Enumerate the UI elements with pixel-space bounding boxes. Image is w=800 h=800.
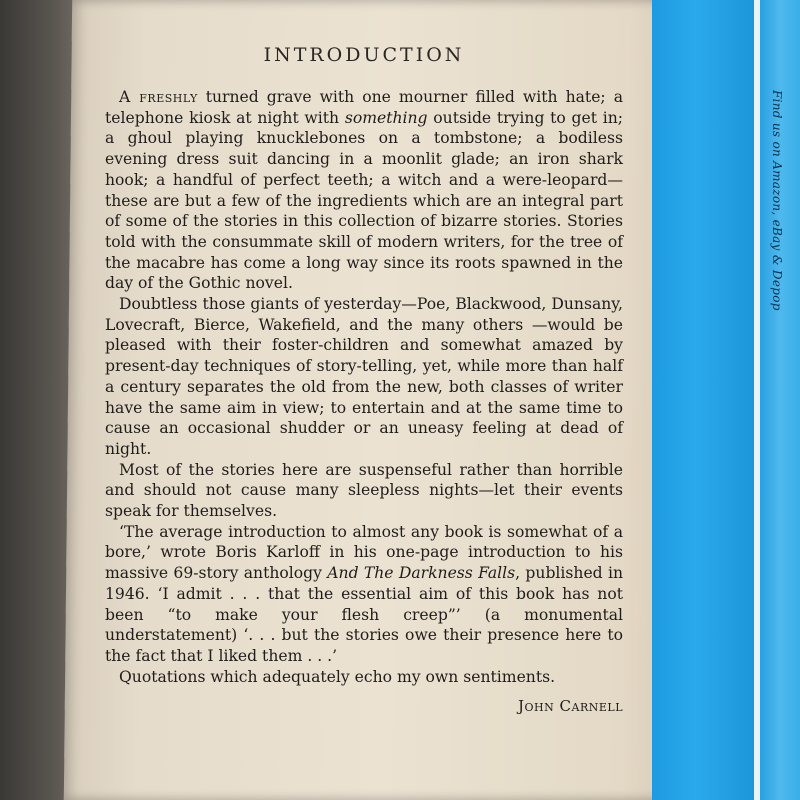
author-signature: John Carnell [518,697,623,716]
paragraph-2: Doubtless those giants of yesterday—Poe, Blackwood, Dunsany, Lovecraft, Bierce, Wakefield, and the many others —would be pleased with their foster-children and somewhat amazed by present-day techniques of story-telling, yet, while more than half a century separates the old from the new, both classes of writer have the same aim in view; to entertain and at the same time to cause an occasional shudder or an uneasy feeling at dead of night. [105,295,623,458]
paragraph-1-lead: A freshly [119,88,198,106]
paragraph-4 [105,522,623,667]
paragraph-4-text: ‘The average introduction to almost any book is somewhat of a bore,’ wrote Boris Karloff in his one-page introduction to his massive 69-story anthology [105,522,623,583]
cover-handwriting: Find us on Amazon, eBay & Depop [770,90,784,311]
paragraph-3: Most of the stories here are suspenseful rather than horrible and should not cause many sleepless nights—let their events speak for themselves. [105,460,623,521]
paragraph-1-italic: something [344,108,428,127]
paragraph-1 [105,87,623,294]
paragraph-1-text: turned grave with one mourner filled with hate; a telephone kiosk at night with [105,88,623,127]
book-cover-blue [652,0,760,800]
paragraph-4-rest: , published in 1946. ‘I admit . . . that the essential aim of this book has not been “to make your flesh creep”’ (a monumental understatement) ‘. . . but the stories owe their presence here to the fact that I liked them . . .’ [105,564,623,665]
paragraph-4-italic: And The Darkness Falls [327,564,516,583]
paragraph-5: Quotations which adequately echo my own sentiments. [119,667,556,686]
paragraph-1-rest: outside trying to get in; a ghoul playing knucklebones on a tombstone; a bodiless evening dress suit dancing in a moonlit glade; an iron shark hook; a handful of perfect teeth; a witch and a were-leopard—these are but a few of the ingredients which are an integral part of some of the stories in this collection of bizarre stories. Stories told with the consummate skill of modern writers, for the tree of the macabre has come a long way since its roots spawned in the day of the Gothic novel. [105,108,623,293]
page-content [105,44,623,715]
page-title: INTRODUCTION [263,44,465,66]
